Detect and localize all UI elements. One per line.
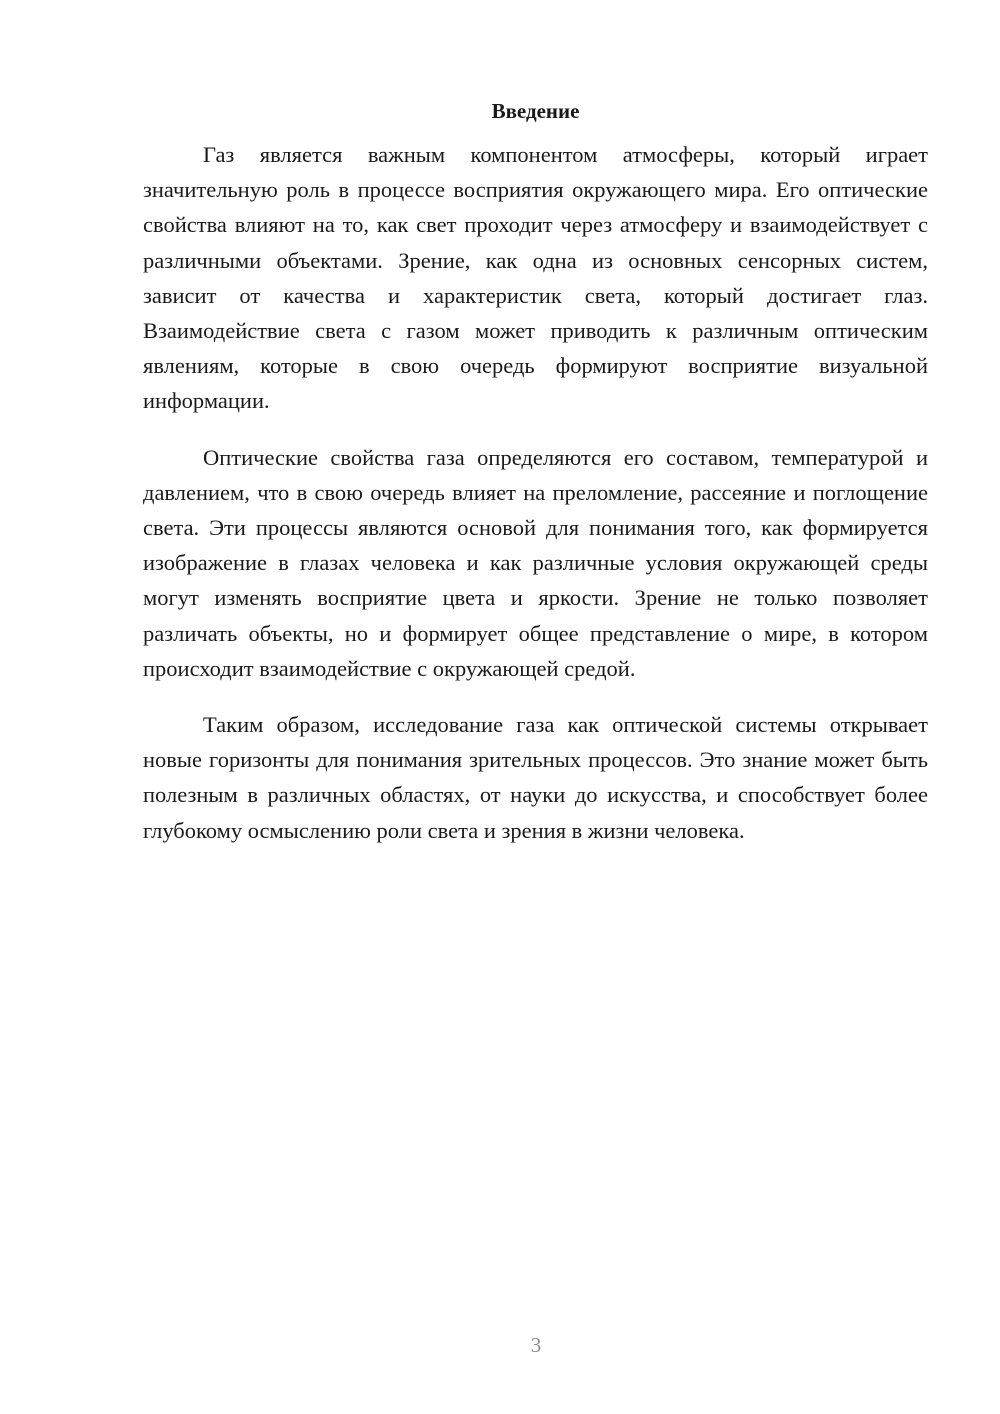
page-number: 3	[530, 1333, 542, 1357]
paragraph-2: Оптические свойства газа определяются его составом, температурой и давлением, что в свою очередь влияет на преломление, рассеяние и поглощение света. Эти процессы являются основой для понимания того, как формируется изображение в глазах человека и как различные условия окружающей среды могут изменять восприятие цвета и яркости. Зрение не только позволяет различать объекты, но и формирует общее представление о мире, в котором происходит взаимодействие с окружающей средой.	[143, 444, 928, 681]
paragraph-1: Газ является важным компонентом атмосферы, который играет значительную роль в процессе восприятия окружающего мира. Его оптические свойства влияют на то, как свет проходит через атмосферу и взаимодействует с различными объектами. Зрение, как одна из основных сенсорных систем, зависит от качества и характеристик света, который достигает глаз. Взаимодействие света с газом может приводить к различным оптическим явлениям, которые в свою очередь формируют восприятие визуальной информации.	[143, 142, 928, 414]
section-title: Введение	[491, 99, 580, 123]
page-content	[143, 95, 928, 848]
paragraph-3: Таким образом, исследование газа как оптической системы открывает новые горизонты для понимания зрительных процессов. Это знание может быть полезным в различных областях, от науки до искусства, и способствует более глубокому осмыслению роли света и зрения в жизни человека.	[143, 712, 928, 843]
